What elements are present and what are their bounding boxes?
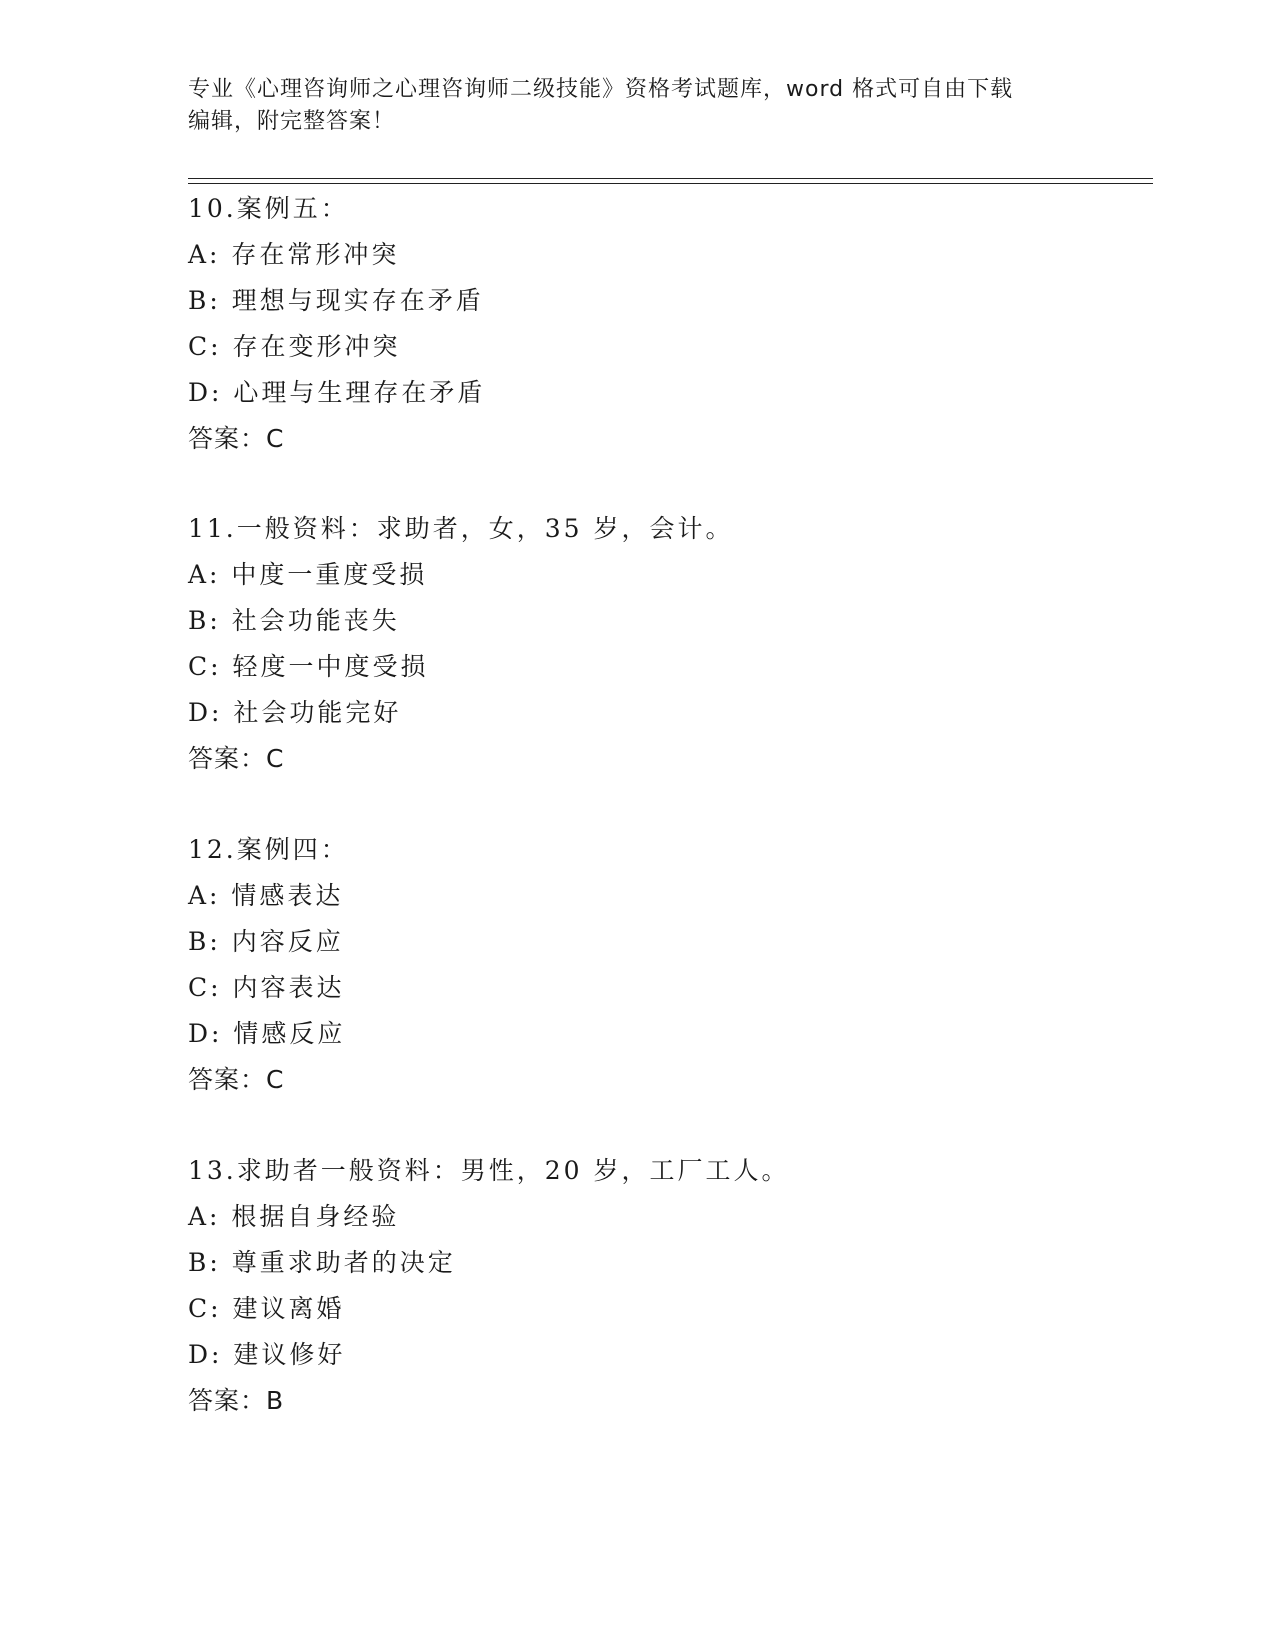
option-a: A: 情感表达 [188,881,344,910]
header-divider-top [188,178,1153,179]
option-c: C: 存在变形冲突 [188,332,401,361]
question-block-12 [188,827,1148,1103]
question-block-10 [188,186,1148,462]
option-d: D: 情感反应 [188,1019,346,1048]
question-block-11 [188,506,1148,782]
option-a: A: 存在常形冲突 [188,240,400,269]
option-d: D: 心理与生理存在矛盾 [188,378,486,407]
option-b: B: 社会功能丧失 [188,606,400,635]
header-divider-bottom [188,183,1153,184]
option-b: B: 理想与现实存在矛盾 [188,286,484,315]
question-block-13 [188,1148,1148,1424]
option-b: B: 尊重求助者的决定 [188,1248,456,1277]
option-b: B: 内容反应 [188,927,344,956]
document-header [188,74,1088,138]
option-c: C: 建议离婚 [188,1294,345,1323]
question-title: 11.一般资料：求助者，女，35 岁，会计。 [188,514,734,543]
answer: 答案：C [188,1065,285,1094]
answer: 答案：C [188,744,285,773]
option-c: C: 内容表达 [188,973,345,1002]
question-title: 13.求助者一般资料：男性，20 岁，工厂工人。 [188,1156,790,1185]
answer: 答案：B [188,1386,285,1415]
header-line-1: 专业《心理咨询师之心理咨询师二级技能》资格考试题库，word 格式可自由下载 [188,77,1014,102]
header-line-2: 编辑，附完整答案！ [188,109,396,134]
question-title: 12.案例四： [188,835,349,864]
answer: 答案：C [188,424,285,453]
option-a: A: 中度一重度受损 [188,560,428,589]
option-d: D: 社会功能完好 [188,698,402,727]
option-d: D: 建议修好 [188,1340,346,1369]
option-a: A: 根据自身经验 [188,1202,400,1231]
option-c: C: 轻度一中度受损 [188,652,429,681]
question-title: 10.案例五： [188,194,349,223]
